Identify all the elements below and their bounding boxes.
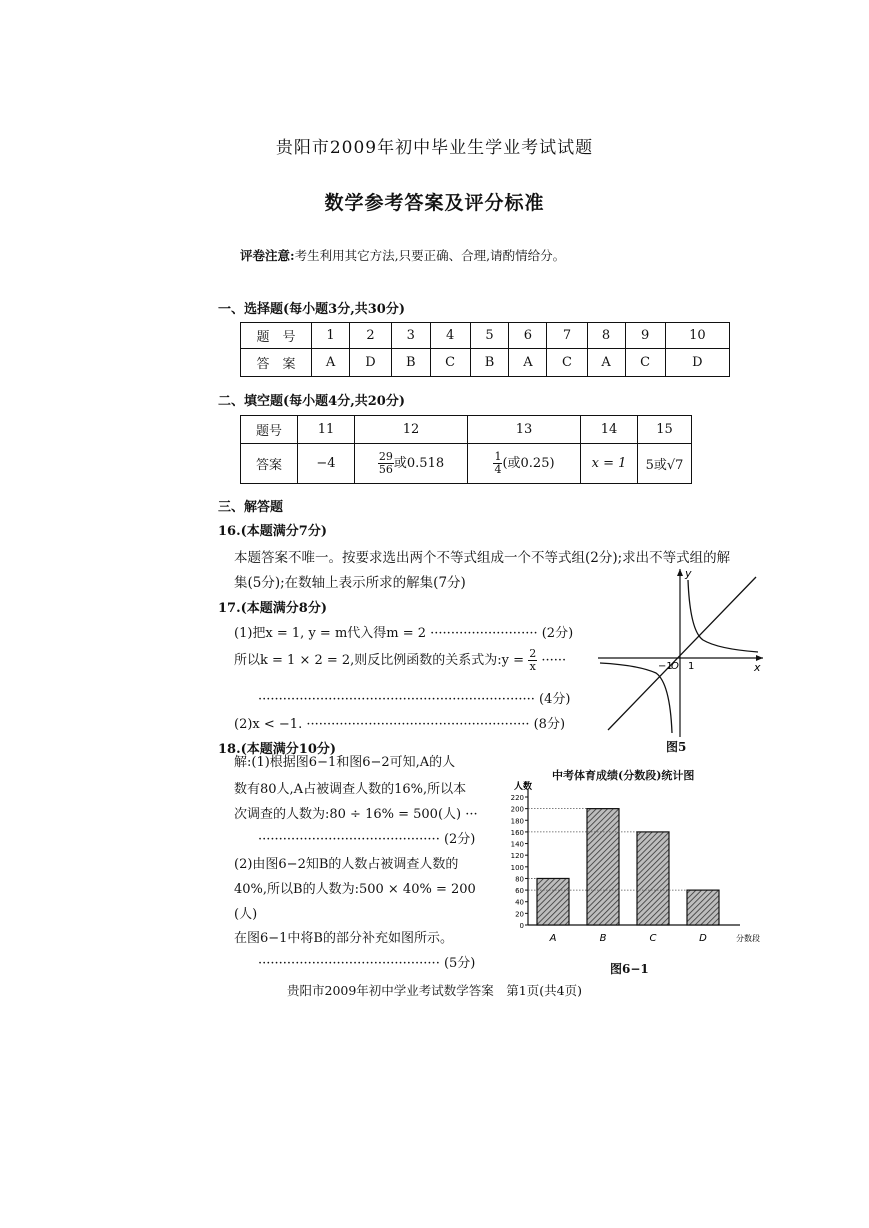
answer-cell: D xyxy=(665,349,729,377)
document-title: 贵阳市2009年初中毕业生学业考试试题 xyxy=(275,138,594,158)
answer-13 xyxy=(468,444,581,484)
row-label: 题号 xyxy=(241,416,298,444)
y-tick-label: 140 xyxy=(510,840,524,849)
hyperbola-branch-right xyxy=(688,580,758,652)
chart-caption: 图6−1 xyxy=(610,962,649,976)
q18-line: ············································ (2分) xyxy=(258,832,476,847)
answer-15: 5或√7 xyxy=(638,444,692,484)
origin-label: O xyxy=(671,661,679,672)
question-number: 11 xyxy=(298,416,355,444)
grading-note-text: 考生利用其它方法,只要正确、合理,请酌情给分。 xyxy=(294,248,566,263)
y-tick-label: 220 xyxy=(510,794,524,802)
bar-C xyxy=(637,832,669,925)
category-label: D xyxy=(699,933,707,944)
y-tick-label: 20 xyxy=(515,910,524,919)
category-label: C xyxy=(649,933,657,944)
fraction-denominator: 56 xyxy=(378,463,393,476)
tick-label-neg: −1 xyxy=(658,661,673,672)
q18-line: (2)由图6−2知B的人数占被调查人数的 xyxy=(234,857,459,872)
choice-answer-table xyxy=(240,322,730,377)
chart-title: 中考体育成绩(分数段)统计图 xyxy=(552,769,695,782)
y-axis-label: y xyxy=(685,567,692,580)
question-number: 14 xyxy=(581,416,638,444)
question-number: 4 xyxy=(430,323,470,349)
q18-line: 次调查的人数为:80 ÷ 16% = 500(人) ··· xyxy=(234,807,478,822)
question-number: 6 xyxy=(509,323,547,349)
figure5-caption: 图5 xyxy=(666,740,687,754)
q17-line xyxy=(234,648,566,673)
y-tick-label: 160 xyxy=(510,828,524,837)
choice-number-row xyxy=(241,323,730,349)
figure5-graph xyxy=(598,565,768,740)
answer-11: −4 xyxy=(298,444,355,484)
fraction-numerator: 2 xyxy=(529,647,537,660)
fraction-numerator: 1 xyxy=(494,450,502,463)
q17-line: (2)x < −1. ······················································ (8分) xyxy=(234,717,566,732)
question-number: 7 xyxy=(547,323,587,349)
fraction-numerator: 29 xyxy=(378,450,393,463)
answer-cell: A xyxy=(312,349,350,377)
q17-text: 所以k = 1 × 2 = 2,则反比例函数的关系式为:y = xyxy=(234,653,529,668)
bar-B xyxy=(587,809,619,925)
q18-line: 数有80人,A占被调查人数的16%,所以本 xyxy=(234,782,467,797)
row-label: 答 案 xyxy=(241,349,312,377)
question-number: 13 xyxy=(468,416,581,444)
question-number: 12 xyxy=(355,416,468,444)
y-tick-label: 120 xyxy=(510,852,524,861)
hyperbola-branch-left xyxy=(600,663,672,733)
y-axis-arrow xyxy=(677,569,683,576)
linear-function-line xyxy=(608,577,756,730)
question-number: 1 xyxy=(312,323,350,349)
question-number: 5 xyxy=(470,323,509,349)
q17-line: ··································································· (4分) xyxy=(258,692,571,707)
q18-line: ············································ (5分) xyxy=(258,956,476,971)
answer-cell: B xyxy=(391,349,430,377)
grading-note xyxy=(240,246,565,264)
category-label: B xyxy=(599,933,607,944)
answer-cell: C xyxy=(547,349,587,377)
answer-12-rest: 或0.518 xyxy=(393,456,445,471)
answer-12 xyxy=(355,444,468,484)
q18-title: 18.(本题满分10分) xyxy=(218,742,337,757)
section3-heading: 三、解答题 xyxy=(218,500,284,515)
answer-cell: B xyxy=(470,349,509,377)
choice-answer-row xyxy=(241,349,730,377)
bar-chart xyxy=(500,780,770,948)
answer-cell: A xyxy=(509,349,547,377)
y-tick-label: 180 xyxy=(510,817,524,826)
y-tick-label: 60 xyxy=(515,887,524,896)
q18-line: (人) xyxy=(234,907,258,922)
q17-title: 17.(本题满分8分) xyxy=(218,601,327,616)
section1-heading: 一、选择题(每小题3分,共30分) xyxy=(218,302,405,317)
row-label: 题 号 xyxy=(241,323,312,349)
question-number: 2 xyxy=(350,323,392,349)
fraction-denominator: x xyxy=(529,660,536,673)
fill-number-row xyxy=(241,416,692,444)
tick-label-pos: 1 xyxy=(688,661,695,672)
chart-y-label: 人数 xyxy=(514,782,533,792)
x-axis-label: x xyxy=(754,661,761,674)
grading-note-label: 评卷注意: xyxy=(240,248,295,263)
q17-dots: ······ xyxy=(537,653,567,668)
fraction xyxy=(378,451,394,476)
category-label: A xyxy=(549,933,557,944)
answer-cell: C xyxy=(625,349,665,377)
answer-cell: C xyxy=(430,349,470,377)
q17-line: (1)把x = 1, y = m代入得m = 2 ·························· (2分) xyxy=(234,626,574,641)
answer-cell: D xyxy=(350,349,392,377)
fill-answer-row xyxy=(241,444,692,484)
question-number: 8 xyxy=(587,323,625,349)
y-tick-label: 0 xyxy=(519,922,524,930)
y-tick-label: 100 xyxy=(510,863,524,872)
y-tick-label: 200 xyxy=(510,805,524,814)
question-number: 9 xyxy=(625,323,665,349)
question-number: 3 xyxy=(391,323,430,349)
section2-heading: 二、填空题(每小题4分,共20分) xyxy=(218,394,405,409)
y-tick-label: 80 xyxy=(515,875,524,884)
document-subtitle: 数学参考答案及评分标准 xyxy=(324,192,545,214)
row-label: 答案 xyxy=(241,444,298,484)
chart-x-label: 分数段 xyxy=(736,934,760,943)
answer-cell: A xyxy=(587,349,625,377)
q16-line: 集(5分);在数轴上表示所求的解集(7分) xyxy=(234,575,466,591)
question-number: 15 xyxy=(638,416,692,444)
fill-answer-table xyxy=(240,415,692,484)
question-number: 10 xyxy=(665,323,729,349)
bar-A xyxy=(537,878,569,925)
q16-line: 本题答案不唯一。按要求选出两个不等式组成一个不等式组(2分);求出不等式组的解 xyxy=(234,550,731,566)
bar-D xyxy=(687,890,719,925)
answer-14: x = 1 xyxy=(581,444,638,484)
q18-line: 40%,所以B的人数为:500 × 40% = 200 xyxy=(234,882,476,897)
y-tick-label: 40 xyxy=(515,898,524,907)
answer-13-rest: (或0.25) xyxy=(502,456,555,471)
q18-line: 在图6−1中将B的部分补充如图所示。 xyxy=(234,931,453,946)
fraction xyxy=(528,648,537,673)
page-footer: 贵阳市2009年初中学业考试数学答案 第1页(共4页) xyxy=(287,983,582,998)
q16-title: 16.(本题满分7分) xyxy=(218,524,327,539)
q18-line: 解:(1)根据图6−1和图6−2可知,A的人 xyxy=(234,755,456,770)
fraction-denominator: 4 xyxy=(494,463,502,476)
